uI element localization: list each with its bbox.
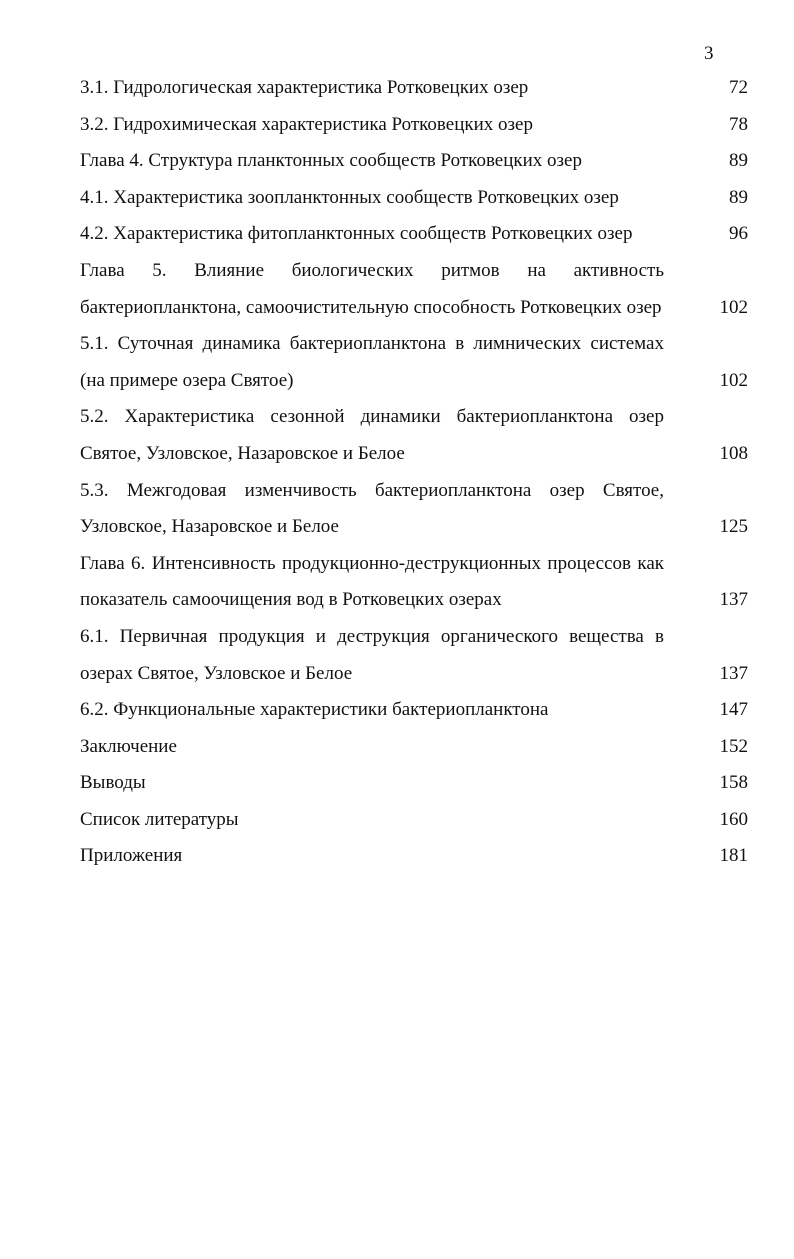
toc-entry: [80, 180, 748, 217]
toc-entry-title: Глава 4. Структура планктонных сообществ Ротковецких озер: [80, 150, 582, 172]
toc-entry-title: 4.1. Характеристика зоопланктонных сообществ Ротковецких озер: [80, 186, 619, 208]
toc-entry-page: 152: [719, 735, 748, 757]
toc-entry-page: 96: [729, 223, 748, 245]
toc-entry-page: 125: [719, 516, 748, 538]
toc-entry-title: Глава 5. Влияние биологических ритмов на активность бактериопланктона, самоочистительную способность Ротковецких озер: [80, 259, 664, 318]
toc-entry-page: 160: [719, 808, 748, 830]
toc-entry-title: Заключение: [80, 735, 177, 757]
toc-entry: [80, 216, 748, 253]
toc-entry: [80, 802, 748, 839]
toc-entry: [80, 399, 748, 472]
toc-entry-title: 6.1. Первичная продукция и деструкция органического вещества в озерах Святое, Узловское и Белое: [80, 625, 664, 684]
page-number: 3: [704, 43, 714, 64]
toc-entry-page: 89: [729, 186, 748, 208]
toc-entry: [80, 70, 748, 107]
toc-entry: [80, 143, 748, 180]
toc-entry: [80, 619, 748, 692]
toc-entry-page: 102: [719, 296, 748, 318]
toc-entry-page: 108: [719, 442, 748, 464]
toc-entry-title: Список литературы: [80, 808, 239, 830]
toc-entry-title: 3.2. Гидрохимическая характеристика Ротковецких озер: [80, 113, 533, 135]
toc-entry-page: 102: [719, 369, 748, 391]
toc-entry-title: 5.2. Характеристика сезонной динамики бактериопланктона озер Святое, Узловское, Назаровское и Белое: [80, 406, 664, 464]
toc-entry: [80, 692, 748, 729]
toc-entry: [80, 546, 748, 619]
toc-entry-page: 147: [719, 699, 748, 721]
toc-entry-title: Выводы: [80, 772, 146, 794]
toc-entry-page: 89: [729, 150, 748, 172]
toc-entry-title: 4.2. Характеристика фитопланктонных сообществ Ротковецких озер: [80, 223, 633, 245]
toc-entry-title: Приложения: [80, 845, 183, 867]
toc-entry-title: 5.1. Суточная динамика бактериопланктона в лимнических системах (на примере озера Святое): [80, 333, 664, 391]
toc-entry-title: 5.3. Межгодовая изменчивость бактериопланктона озер Святое, Узловское, Назаровское и Белое: [80, 479, 664, 538]
toc-entry-page: 181: [719, 845, 748, 867]
toc-entry-title: 3.1. Гидрологическая характеристика Ротковецких озер: [80, 77, 529, 98]
toc-entry-page: 137: [719, 662, 748, 684]
toc-entry: [80, 729, 748, 766]
toc-entry: [80, 473, 748, 546]
table-of-contents: [80, 70, 748, 875]
toc-entry: [80, 838, 748, 875]
toc-entry: [80, 765, 748, 802]
toc-entry-page: 78: [729, 113, 748, 135]
toc-entry-page: 72: [729, 77, 748, 98]
toc-entry-title: Глава 6. Интенсивность продукционно-деструкционных процессов как показатель самоочищения вод в Ротковецких озерах: [80, 552, 664, 611]
toc-entry-page: 137: [719, 589, 748, 611]
toc-entry: [80, 253, 748, 326]
toc-entry-page: 158: [719, 772, 748, 794]
toc-entry: [80, 326, 748, 399]
toc-entry: [80, 107, 748, 144]
toc-entry-title: 6.2. Функциональные характеристики бактериопланктона: [80, 699, 549, 721]
